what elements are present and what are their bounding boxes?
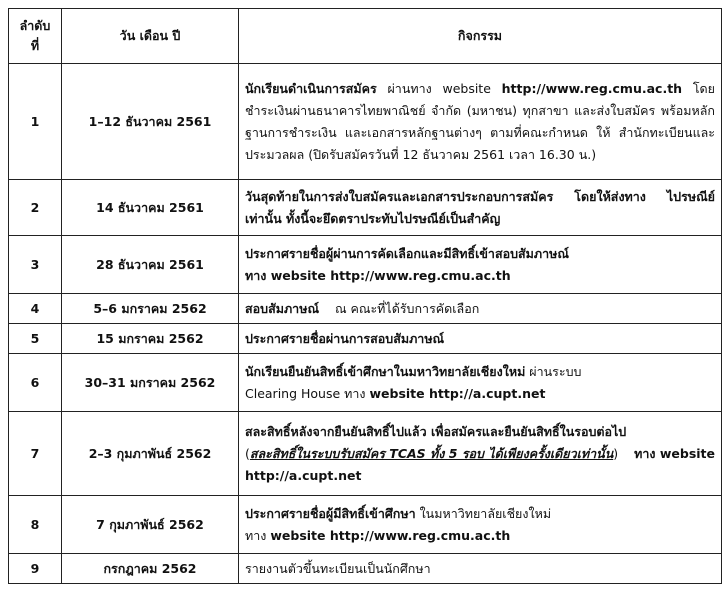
activity-bold: วันสุดท้ายในการส่งใบสมัครและเอกสารประกอบการสมัคร โดยให้ส่งทาง ไปรษณีย์เท่านั้น ทั้งนี้จะยึดตราประทับไปรษณีย์เป็นสำคัญ <box>245 188 715 226</box>
row-activity <box>239 294 722 324</box>
row-number: 5 <box>9 324 62 354</box>
row-number: 3 <box>9 236 62 294</box>
header-no <box>9 9 62 64</box>
table-row <box>9 412 722 496</box>
activity-text: รายงานตัวขึ้นทะเบียนเป็นนักศึกษา <box>245 560 431 576</box>
schedule-table <box>8 8 722 584</box>
row-activity <box>239 412 722 496</box>
activity-bold: นักเรียนดำเนินการสมัคร <box>245 80 377 96</box>
table-row <box>9 180 722 236</box>
table-row <box>9 294 722 324</box>
activity-bold: นักเรียนยืนยันสิทธิ์เข้าศึกษาในมหาวิทยาลัยเชียงใหม่ <box>245 363 526 379</box>
activity-text: ผ่านระบบ <box>525 363 582 379</box>
activity-bold: ประกาศรายชื่อผู้มีสิทธิ์เข้าศึกษา <box>245 505 416 521</box>
row-number: 2 <box>9 180 62 236</box>
table-header-row <box>9 9 722 64</box>
row-number: 6 <box>9 354 62 412</box>
row-number: 9 <box>9 554 62 584</box>
table-row <box>9 554 722 584</box>
activity-text-2: โดยชำระเงินผ่านธนาคารไทยพาณิชย์ จำกัด (มหาชน) ทุกสาขา และส่งใบสมัคร พร้อมหลักฐานการชำระเงิน และเอกสารหลักฐานต่างๆ ตามที่คณะกำหนด ให้ สำนักทะเบียนและประมวลผล (ปิดรับสมัครวันที่ 12 ธันวาคม 2561 เวลา 16.30 น.) <box>245 80 715 162</box>
row-date: 1–12 ธันวาคม 2561 <box>62 64 239 180</box>
activity-paren-open: ( <box>245 445 250 461</box>
activity-text: ทาง website <box>245 267 331 283</box>
activity-paren-close: ) <box>613 445 635 461</box>
table-row <box>9 324 722 354</box>
activity-url: website http://www.reg.cmu.ac.th <box>270 527 511 543</box>
row-date: 30–31 มกราคม 2562 <box>62 354 239 412</box>
activity-text: ผ่านทาง website <box>376 80 502 96</box>
header-no-line1: ลำดับ <box>19 18 51 33</box>
activity-bold: สละสิทธิ์หลังจากยืนยันสิทธิ์ไปแล้ว เพื่อสมัครและยืนยันสิทธิ์ในรอบต่อไป <box>245 423 627 439</box>
row-activity <box>239 354 722 412</box>
activity-url: website http://a.cupt.net <box>369 385 546 401</box>
row-number: 7 <box>9 412 62 496</box>
row-date: 5–6 มกราคม 2562 <box>62 294 239 324</box>
row-activity <box>239 64 722 180</box>
activity-url: ทาง website http://a.cupt.net <box>245 445 715 483</box>
row-activity <box>239 496 722 554</box>
row-number: 1 <box>9 64 62 180</box>
row-date: กรกฎาคม 2562 <box>62 554 239 584</box>
header-no-line2: ที่ <box>30 38 40 53</box>
activity-url: http://www.reg.cmu.ac.th <box>501 80 683 96</box>
row-date: 2–3 กุมภาพันธ์ 2562 <box>62 412 239 496</box>
row-number: 4 <box>9 294 62 324</box>
activity-text: ในมหาวิทยาลัยเชียงใหม่ <box>415 505 552 521</box>
row-date: 14 ธันวาคม 2561 <box>62 180 239 236</box>
row-activity <box>239 324 722 354</box>
row-activity <box>239 554 722 584</box>
activity-emphasis: สละสิทธิ์ในระบบรับสมัคร TCAS ทั้ง 5 รอบ ได้เพียงครั้งเดียวเท่านั้น <box>249 445 614 461</box>
activity-bold: ประกาศรายชื่อผ่านการสอบสัมภาษณ์ <box>245 330 445 346</box>
header-activity: กิจกรรม <box>239 9 722 64</box>
table-row <box>9 496 722 554</box>
activity-bold: สอบสัมภาษณ์ <box>245 300 320 316</box>
table-row <box>9 236 722 294</box>
row-date: 15 มกราคม 2562 <box>62 324 239 354</box>
header-date: วัน เดือน ปี <box>62 9 239 64</box>
table-row <box>9 64 722 180</box>
activity-text: ณ คณะที่ได้รับการคัดเลือก <box>319 300 480 316</box>
row-activity <box>239 180 722 236</box>
row-date: 7 กุมภาพันธ์ 2562 <box>62 496 239 554</box>
row-activity <box>239 236 722 294</box>
table-row <box>9 354 722 412</box>
row-date: 28 ธันวาคม 2561 <box>62 236 239 294</box>
activity-url: http://www.reg.cmu.ac.th <box>330 267 511 283</box>
activity-bold: ประกาศรายชื่อผู้ผ่านการคัดเลือกและมีสิทธิ์เข้าสอบสัมภาษณ์ <box>245 245 569 261</box>
row-number: 8 <box>9 496 62 554</box>
activity-text-2: Clearing House ทาง <box>245 385 370 401</box>
activity-text-2: ทาง <box>245 527 271 543</box>
